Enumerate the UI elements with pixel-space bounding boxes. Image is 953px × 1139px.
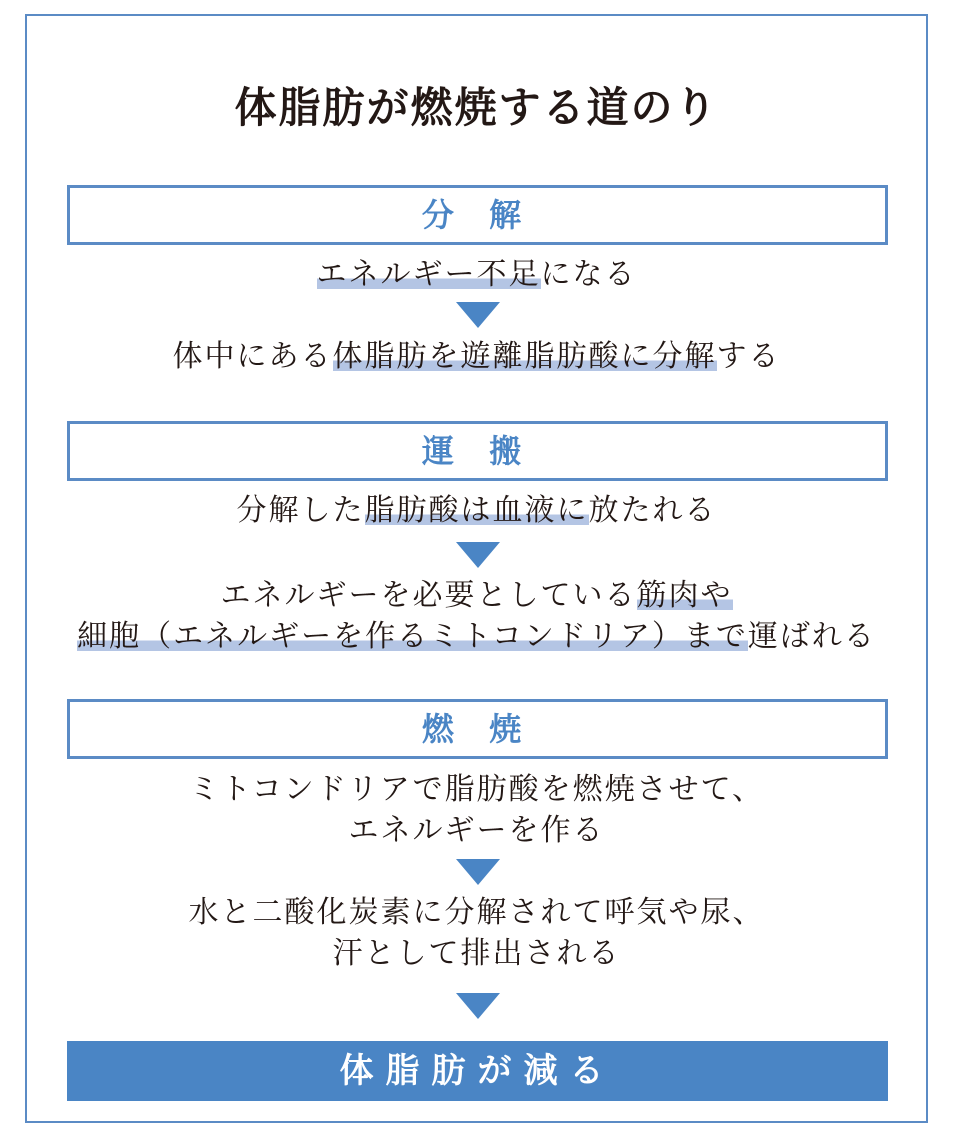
stage-combustion-line-4 <box>0 934 953 974</box>
text: になる <box>540 257 637 292</box>
text: する <box>716 339 781 374</box>
stage-combustion-line-2 <box>0 811 953 851</box>
stage-transport-line-1 <box>0 491 953 531</box>
highlighted-text: 筋肉や <box>636 578 733 613</box>
highlighted-text: エネルギー不足 <box>316 257 541 292</box>
text: エネルギーを作る <box>348 813 605 848</box>
stage-combustion-line-1 <box>0 770 953 810</box>
down-arrow-icon <box>456 993 500 1019</box>
down-arrow-icon <box>456 302 500 328</box>
stage-breakdown-box: 分 解 <box>67 185 888 245</box>
stage-transport-box: 運 搬 <box>67 421 888 481</box>
stage-breakdown-line-2 <box>0 337 953 377</box>
highlighted-text: 脂肪酸は血液に <box>364 493 589 528</box>
text: 水と二酸化炭素に分解されて呼気や尿、 <box>188 895 765 930</box>
text: 汗として排出される <box>332 936 621 971</box>
text: 分解した <box>236 493 365 528</box>
down-arrow-icon <box>456 859 500 885</box>
text: ミトコンドリアで脂肪酸を燃焼させて、 <box>188 772 765 807</box>
stage-combustion-box: 燃 焼 <box>67 699 888 759</box>
result-box: 体脂肪が減る <box>67 1041 888 1101</box>
highlighted-text: 体脂肪を遊離脂肪酸に分解 <box>332 339 717 374</box>
stage-transport-line-2 <box>0 576 953 616</box>
down-arrow-icon <box>456 542 500 568</box>
text: 放たれる <box>588 493 717 528</box>
text: エネルギーを必要としている <box>220 578 637 613</box>
text: 運ばれる <box>747 619 876 654</box>
text: 体中にある <box>172 339 333 374</box>
diagram-title: 体脂肪が燃焼する道のり <box>234 83 719 132</box>
highlighted-text: 細胞（エネルギーを作るミトコンドリア）まで <box>77 619 748 654</box>
stage-breakdown-line-1 <box>0 255 953 295</box>
stage-combustion-line-3 <box>0 893 953 933</box>
stage-transport-line-3 <box>0 617 953 657</box>
